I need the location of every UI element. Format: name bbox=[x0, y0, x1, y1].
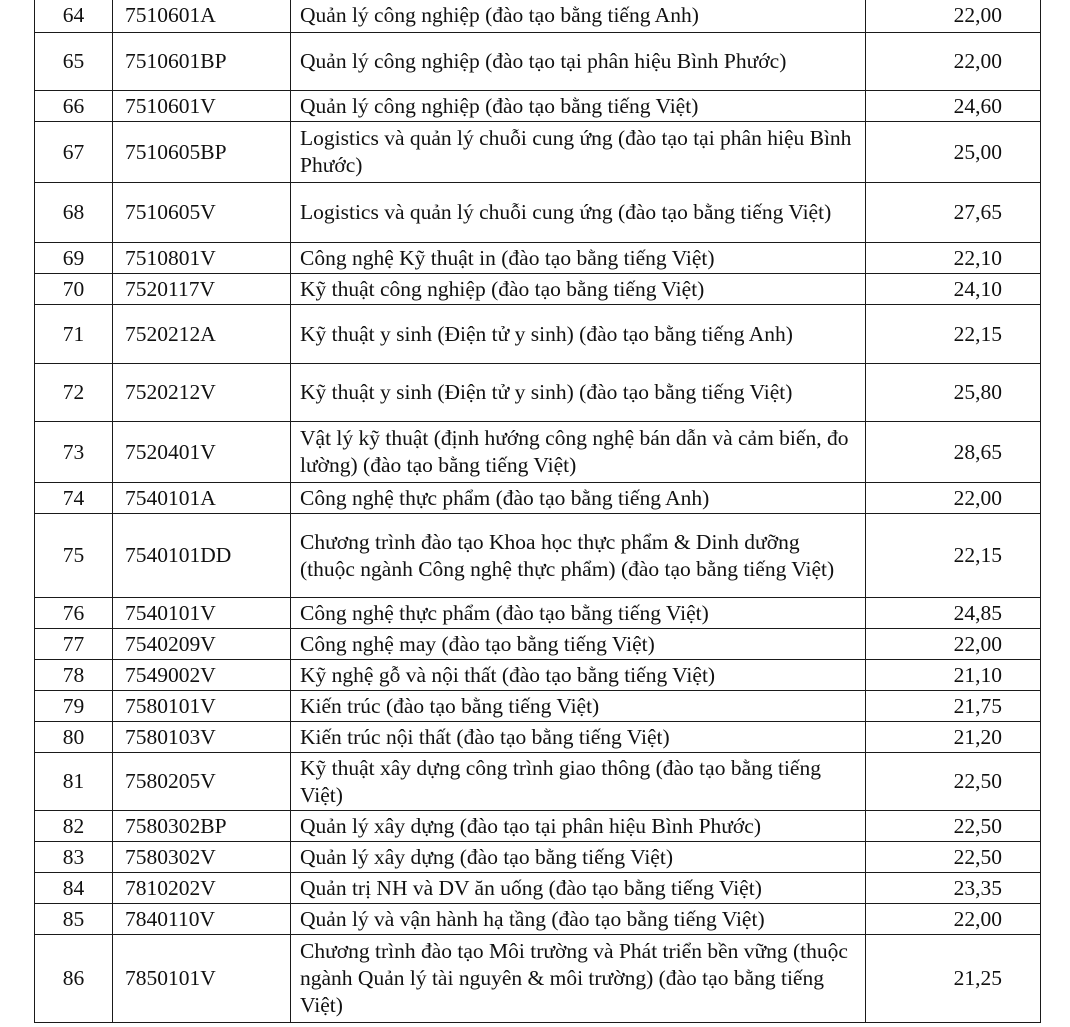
program-name: Kỹ thuật công nghiệp (đào tạo bằng tiếng Việt) bbox=[291, 274, 866, 305]
program-code: 7510601BP bbox=[113, 33, 291, 91]
program-code: 7510605BP bbox=[113, 122, 291, 183]
row-number: 68 bbox=[35, 183, 113, 243]
program-name: Vật lý kỹ thuật (định hướng công nghệ bán dẫn và cảm biến, đo lường) (đào tạo bằng tiếng Việt) bbox=[291, 422, 866, 483]
program-name: Kiến trúc (đào tạo bằng tiếng Việt) bbox=[291, 691, 866, 722]
program-code: 7850101V bbox=[113, 935, 291, 1023]
admission-score-table-page bbox=[34, 0, 1040, 1023]
program-code: 7810202V bbox=[113, 873, 291, 904]
program-name: Chương trình đào tạo Khoa học thực phẩm & Dinh dưỡng (thuộc ngành Công nghệ thực phẩm) (đào tạo bằng tiếng Việt) bbox=[291, 514, 866, 598]
program-code: 7580101V bbox=[113, 691, 291, 722]
program-code: 7840110V bbox=[113, 904, 291, 935]
row-number: 65 bbox=[35, 33, 113, 91]
cutoff-score: 22,15 bbox=[866, 514, 1041, 598]
cutoff-score: 22,00 bbox=[866, 483, 1041, 514]
row-number: 83 bbox=[35, 842, 113, 873]
cutoff-score: 22,10 bbox=[866, 243, 1041, 274]
cutoff-score: 21,10 bbox=[866, 660, 1041, 691]
program-name: Quản lý công nghiệp (đào tạo bằng tiếng Việt) bbox=[291, 91, 866, 122]
row-number: 75 bbox=[35, 514, 113, 598]
table-row bbox=[35, 91, 1041, 122]
table-row bbox=[35, 305, 1041, 364]
program-name: Kỹ thuật y sinh (Điện tử y sinh) (đào tạo bằng tiếng Anh) bbox=[291, 305, 866, 364]
cutoff-score: 22,50 bbox=[866, 753, 1041, 811]
table-row bbox=[35, 660, 1041, 691]
table-row bbox=[35, 811, 1041, 842]
program-name: Kỹ thuật y sinh (Điện tử y sinh) (đào tạo bằng tiếng Việt) bbox=[291, 364, 866, 422]
row-number: 86 bbox=[35, 935, 113, 1023]
program-code: 7520401V bbox=[113, 422, 291, 483]
row-number: 76 bbox=[35, 598, 113, 629]
cutoff-score: 22,00 bbox=[866, 33, 1041, 91]
table-row bbox=[35, 274, 1041, 305]
cutoff-score: 21,25 bbox=[866, 935, 1041, 1023]
row-number: 71 bbox=[35, 305, 113, 364]
program-code: 7510605V bbox=[113, 183, 291, 243]
table-row bbox=[35, 33, 1041, 91]
table-row bbox=[35, 483, 1041, 514]
cutoff-score: 21,75 bbox=[866, 691, 1041, 722]
table-row bbox=[35, 514, 1041, 598]
table-row bbox=[35, 691, 1041, 722]
row-number: 64 bbox=[35, 0, 113, 33]
program-code: 7580103V bbox=[113, 722, 291, 753]
program-code: 7540101V bbox=[113, 598, 291, 629]
program-name: Kiến trúc nội thất (đào tạo bằng tiếng Việt) bbox=[291, 722, 866, 753]
program-code: 7520212A bbox=[113, 305, 291, 364]
program-code: 7580205V bbox=[113, 753, 291, 811]
program-name: Quản lý và vận hành hạ tầng (đào tạo bằng tiếng Việt) bbox=[291, 904, 866, 935]
program-code: 7549002V bbox=[113, 660, 291, 691]
cutoff-score: 22,50 bbox=[866, 811, 1041, 842]
program-name: Kỹ thuật xây dựng công trình giao thông (đào tạo bằng tiếng Việt) bbox=[291, 753, 866, 811]
table-row bbox=[35, 753, 1041, 811]
table-row bbox=[35, 0, 1041, 33]
cutoff-score: 21,20 bbox=[866, 722, 1041, 753]
program-code: 7520212V bbox=[113, 364, 291, 422]
cutoff-score: 22,00 bbox=[866, 629, 1041, 660]
cutoff-score: 22,00 bbox=[866, 904, 1041, 935]
table-row bbox=[35, 629, 1041, 660]
program-code: 7540209V bbox=[113, 629, 291, 660]
cutoff-score: 27,65 bbox=[866, 183, 1041, 243]
program-name: Logistics và quản lý chuỗi cung ứng (đào tạo bằng tiếng Việt) bbox=[291, 183, 866, 243]
table-row bbox=[35, 598, 1041, 629]
cutoff-score: 22,15 bbox=[866, 305, 1041, 364]
row-number: 67 bbox=[35, 122, 113, 183]
row-number: 69 bbox=[35, 243, 113, 274]
cutoff-score: 25,80 bbox=[866, 364, 1041, 422]
cutoff-score: 23,35 bbox=[866, 873, 1041, 904]
cutoff-score: 25,00 bbox=[866, 122, 1041, 183]
row-number: 79 bbox=[35, 691, 113, 722]
program-code: 7510601A bbox=[113, 0, 291, 33]
program-name: Logistics và quản lý chuỗi cung ứng (đào tạo tại phân hiệu Bình Phước) bbox=[291, 122, 866, 183]
table-row bbox=[35, 935, 1041, 1023]
program-name: Quản lý xây dựng (đào tạo tại phân hiệu Bình Phước) bbox=[291, 811, 866, 842]
program-name: Công nghệ may (đào tạo bằng tiếng Việt) bbox=[291, 629, 866, 660]
row-number: 70 bbox=[35, 274, 113, 305]
cutoff-score: 22,50 bbox=[866, 842, 1041, 873]
program-code: 7580302V bbox=[113, 842, 291, 873]
table-row bbox=[35, 722, 1041, 753]
program-name: Quản trị NH và DV ăn uống (đào tạo bằng tiếng Việt) bbox=[291, 873, 866, 904]
row-number: 81 bbox=[35, 753, 113, 811]
row-number: 72 bbox=[35, 364, 113, 422]
program-name: Quản lý công nghiệp (đào tạo tại phân hiệu Bình Phước) bbox=[291, 33, 866, 91]
cutoff-score: 24,10 bbox=[866, 274, 1041, 305]
row-number: 74 bbox=[35, 483, 113, 514]
row-number: 77 bbox=[35, 629, 113, 660]
program-code: 7540101A bbox=[113, 483, 291, 514]
row-number: 80 bbox=[35, 722, 113, 753]
row-number: 82 bbox=[35, 811, 113, 842]
cutoff-score: 24,60 bbox=[866, 91, 1041, 122]
table-row bbox=[35, 422, 1041, 483]
program-name: Quản lý xây dựng (đào tạo bằng tiếng Việt) bbox=[291, 842, 866, 873]
program-name: Công nghệ Kỹ thuật in (đào tạo bằng tiếng Việt) bbox=[291, 243, 866, 274]
admission-score-table bbox=[34, 0, 1041, 1023]
row-number: 78 bbox=[35, 660, 113, 691]
table-row bbox=[35, 842, 1041, 873]
program-name: Công nghệ thực phẩm (đào tạo bằng tiếng Việt) bbox=[291, 598, 866, 629]
table-row bbox=[35, 243, 1041, 274]
program-code: 7540101DD bbox=[113, 514, 291, 598]
program-code: 7520117V bbox=[113, 274, 291, 305]
row-number: 84 bbox=[35, 873, 113, 904]
table-row bbox=[35, 364, 1041, 422]
program-name: Quản lý công nghiệp (đào tạo bằng tiếng Anh) bbox=[291, 0, 866, 33]
table-row bbox=[35, 183, 1041, 243]
program-name: Chương trình đào tạo Môi trường và Phát triển bền vững (thuộc ngành Quản lý tài nguyên & môi trường) (đào tạo bằng tiếng Việt) bbox=[291, 935, 866, 1023]
row-number: 73 bbox=[35, 422, 113, 483]
row-number: 85 bbox=[35, 904, 113, 935]
program-code: 7580302BP bbox=[113, 811, 291, 842]
row-number: 66 bbox=[35, 91, 113, 122]
cutoff-score: 24,85 bbox=[866, 598, 1041, 629]
cutoff-score: 28,65 bbox=[866, 422, 1041, 483]
table-row bbox=[35, 873, 1041, 904]
program-code: 7510801V bbox=[113, 243, 291, 274]
program-name: Kỹ nghệ gỗ và nội thất (đào tạo bằng tiếng Việt) bbox=[291, 660, 866, 691]
cutoff-score: 22,00 bbox=[866, 0, 1041, 33]
program-code: 7510601V bbox=[113, 91, 291, 122]
table-row bbox=[35, 122, 1041, 183]
table-row bbox=[35, 904, 1041, 935]
program-name: Công nghệ thực phẩm (đào tạo bằng tiếng Anh) bbox=[291, 483, 866, 514]
